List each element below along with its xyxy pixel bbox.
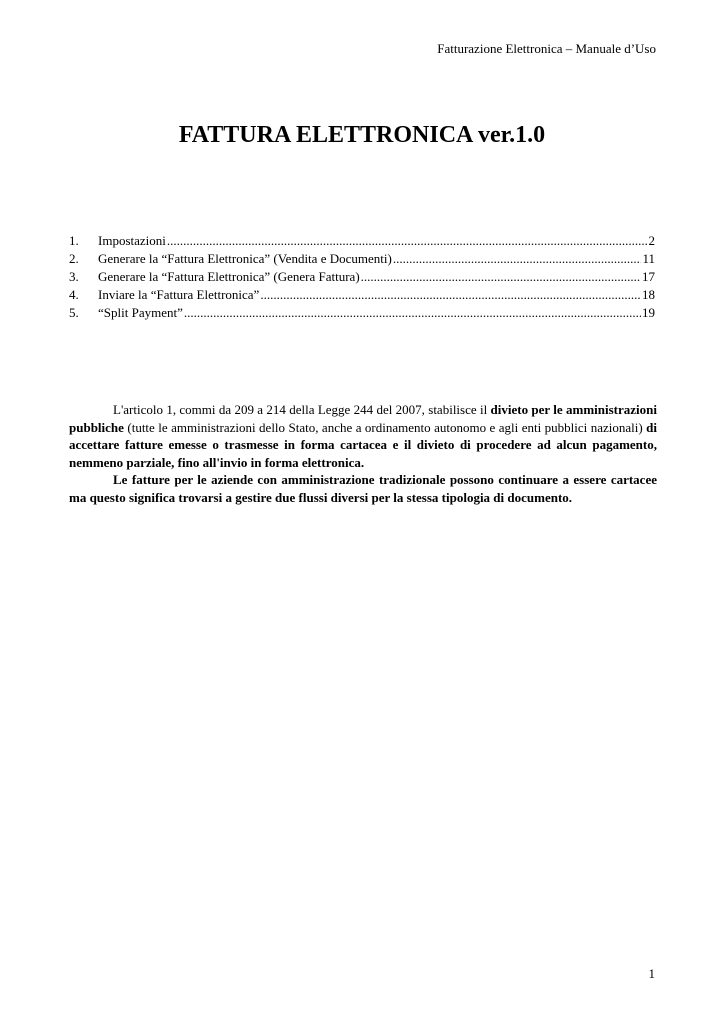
toc-dot-leader	[260, 286, 641, 304]
paragraph-text: (tutte le amministrazioni dello Stato, anche a ordinamento autonomo e agli enti pubblici nazionali)	[123, 419, 647, 435]
page-header: Fatturazione Elettronica – Manuale d’Uso	[437, 41, 656, 56]
toc-dot-leader	[167, 232, 648, 250]
toc-entry-number: 2.	[69, 251, 79, 266]
toc-entry-number: 4.	[69, 287, 79, 302]
toc-entry-inviare[interactable]	[69, 286, 655, 304]
document-title: FATTURA ELETTRONICA ver.1.0	[178, 122, 546, 148]
paragraph-legge	[69, 401, 657, 471]
toc-entry-impostazioni[interactable]	[69, 232, 655, 250]
toc-entry-label: Generare la “Fattura Elettronica” (Genera Fattura)	[98, 269, 360, 284]
toc-dot-leader	[184, 304, 641, 322]
page-number: 1	[648, 966, 655, 981]
toc-entry-label: Generare la “Fattura Elettronica” (Vendita e Documenti)	[98, 251, 392, 266]
toc-entry-page: 18	[642, 287, 655, 302]
toc-entry-genera-fattura[interactable]	[69, 268, 655, 286]
body-text	[69, 401, 657, 506]
paragraph-bold-text: Le fatture per le aziende con amministrazione tradizionale possono continuare a essere cartacee ma questo significa trovarsi a gestire due flussi diversi per la stessa tipologia di documento.	[69, 472, 657, 505]
toc-dot-leader	[361, 268, 641, 286]
toc-entry-page: 11	[642, 251, 655, 266]
toc-entry-label: “Split Payment”	[98, 305, 183, 320]
toc-entry-page: 19	[642, 305, 655, 320]
toc-entry-label: Impostazioni	[98, 233, 166, 248]
table-of-contents	[69, 232, 655, 322]
toc-entry-number: 5.	[69, 305, 79, 320]
paragraph-text: L'articolo 1, commi da 209 a 214 della Legge 244 del 2007, stabilisce il	[113, 402, 491, 417]
toc-dot-leader	[393, 250, 642, 268]
toc-entry-vendita-documenti[interactable]	[69, 250, 655, 268]
toc-entry-number: 1.	[69, 233, 79, 248]
paragraph-bold-text: di accettare fatture emesse o trasmesse in forma cartacea e il divieto di procedere ad alcun pagamento, nemmeno parziale, fino all'invio in forma elettronica.	[69, 419, 657, 470]
toc-entry-label: Inviare la “Fattura Elettronica”	[98, 287, 260, 302]
toc-entry-split-payment[interactable]	[69, 304, 655, 322]
paragraph-aziende	[69, 471, 657, 506]
toc-entry-page: 17	[642, 269, 655, 284]
toc-entry-page: 2	[648, 233, 655, 248]
paragraph-bold-text: divieto per le amministrazioni pubbliche	[69, 402, 657, 435]
toc-entry-number: 3.	[69, 269, 79, 284]
